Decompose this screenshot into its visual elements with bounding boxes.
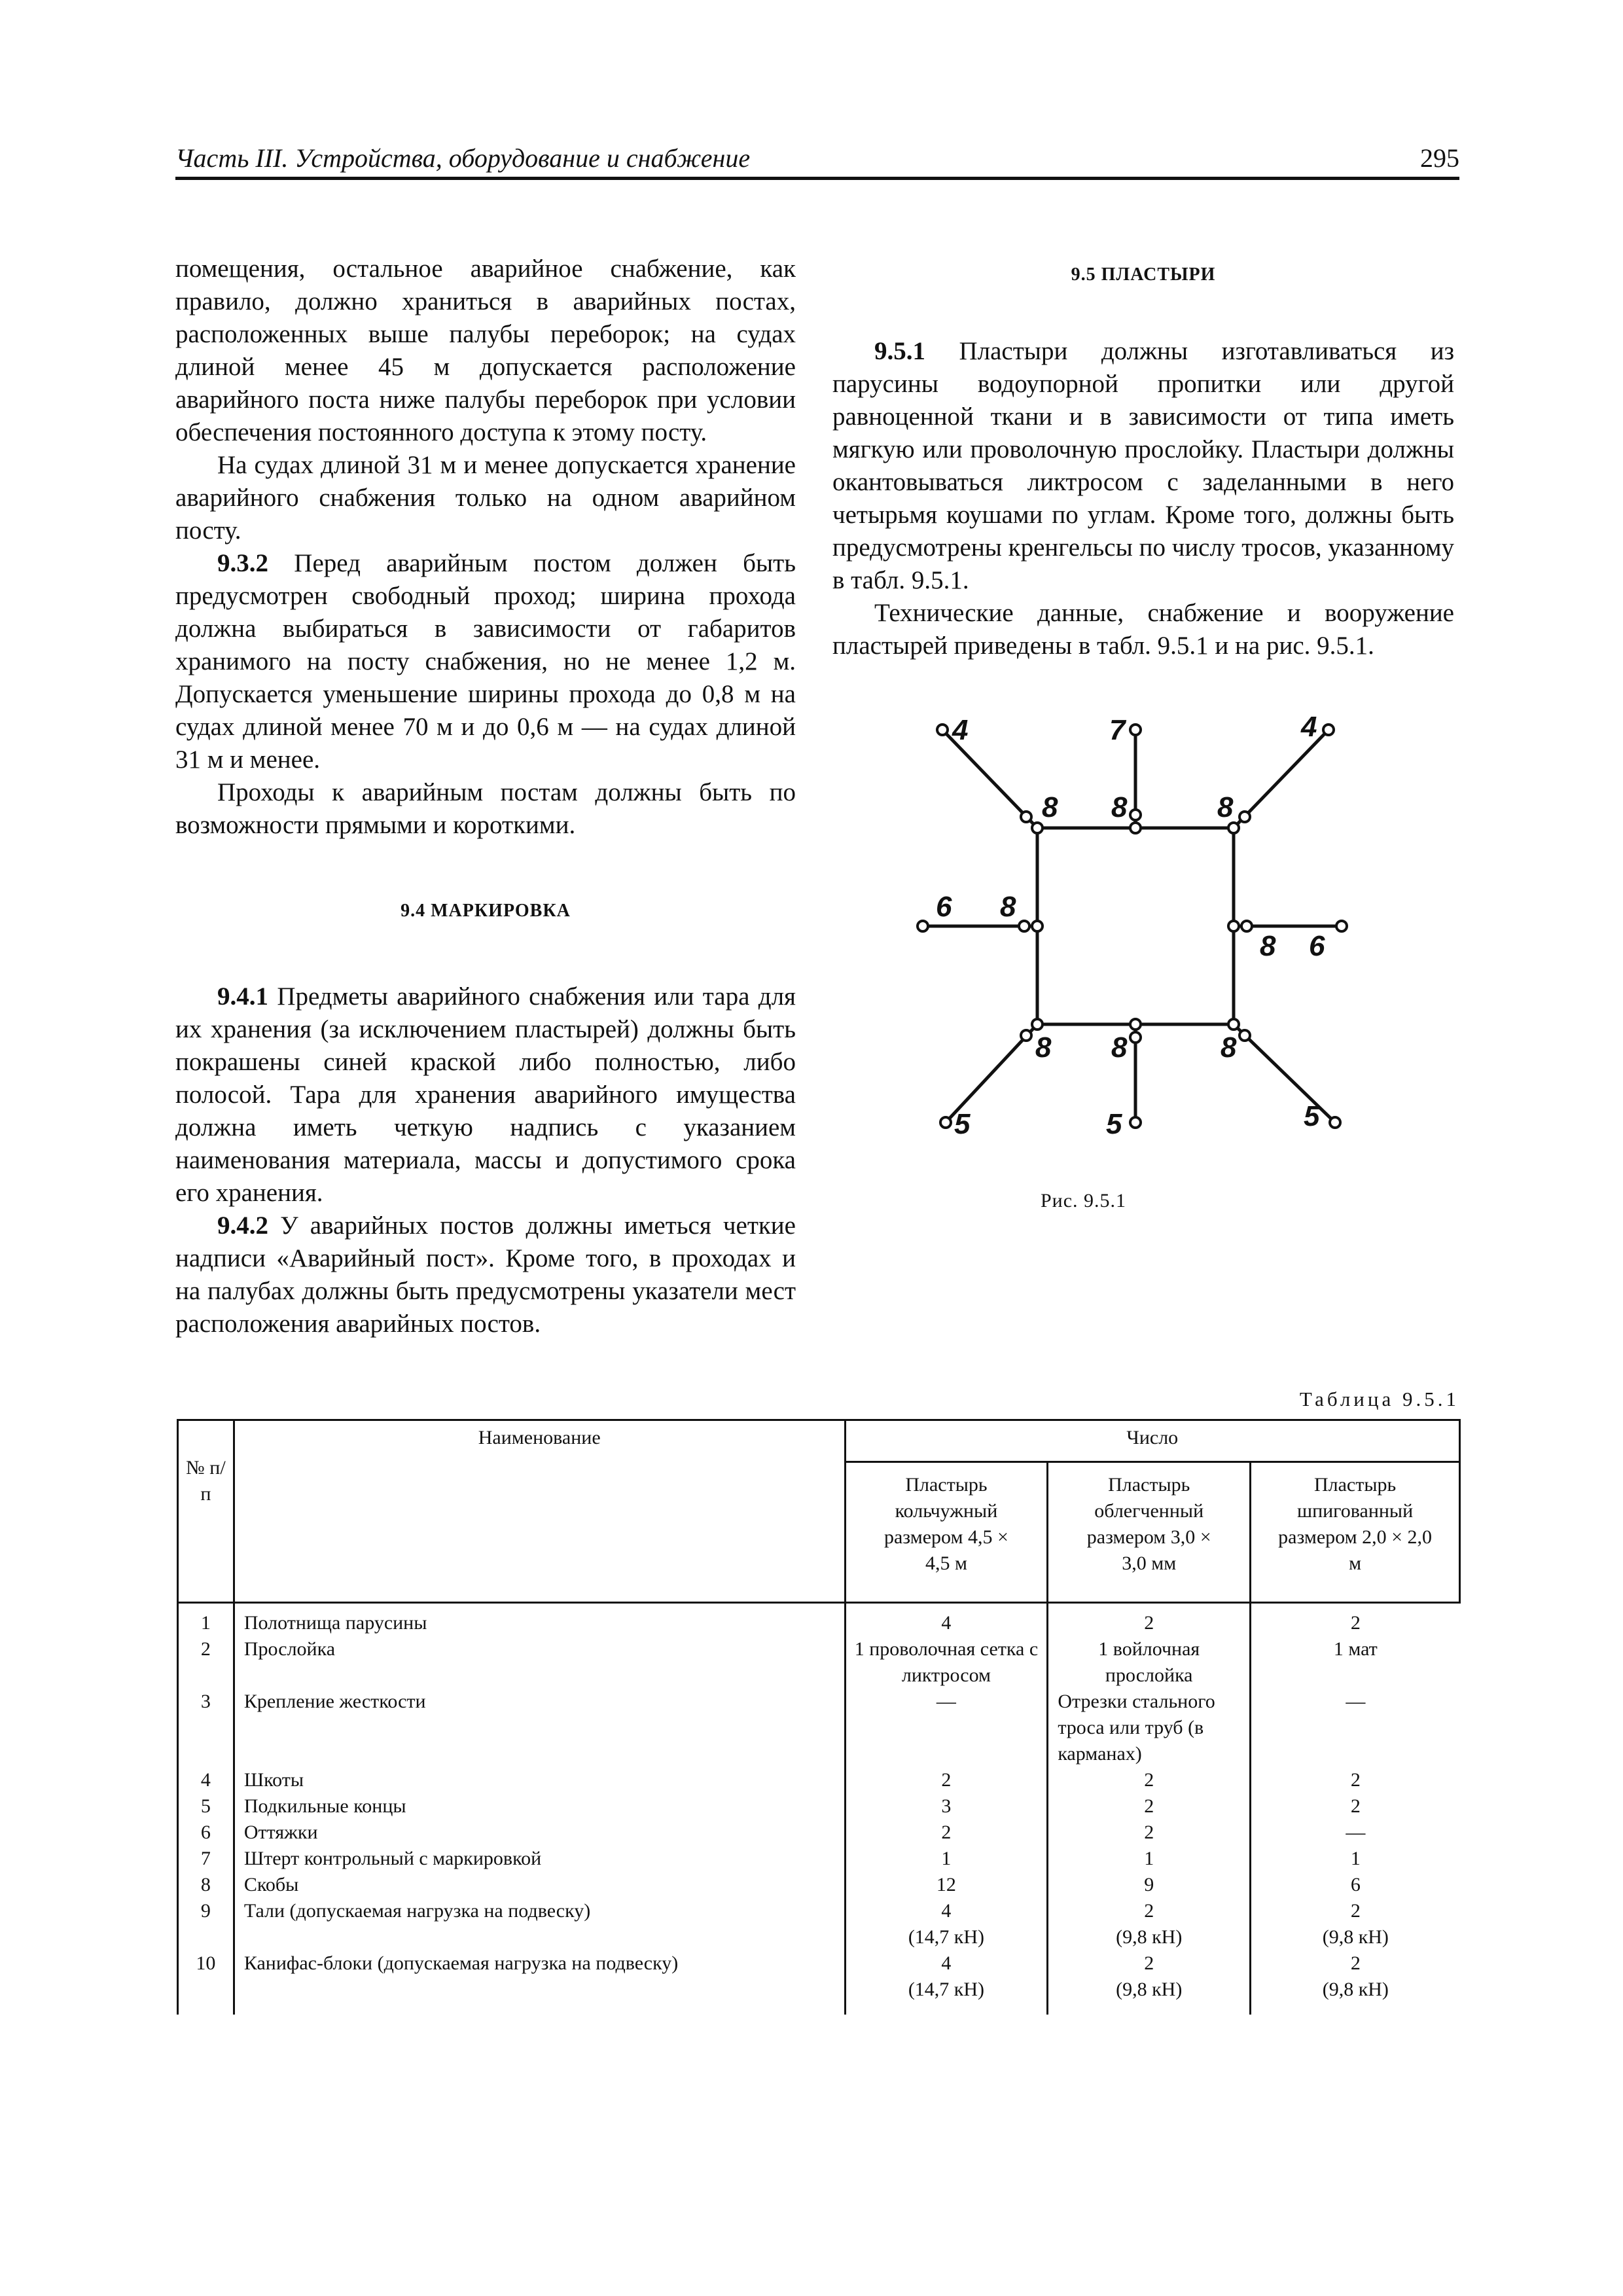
table-9-5-1 <box>177 1419 1461 2015</box>
shackle <box>1130 1019 1141 1030</box>
row-v2: 2 <box>1048 1603 1251 1637</box>
shackle <box>1240 1030 1250 1041</box>
value-note: (9,8 кН) <box>1322 1979 1389 2000</box>
shackle <box>1240 812 1250 822</box>
row-num: 5 <box>178 1793 234 1820</box>
patch-outline <box>1037 828 1234 1024</box>
thimble <box>940 1117 951 1128</box>
thimble <box>937 725 948 735</box>
clause-number: 9.4.2 <box>217 1211 268 1240</box>
row-num: 4 <box>178 1767 234 1793</box>
paragraph-941 <box>175 980 796 1210</box>
row-v3: 1 мат <box>1251 1636 1460 1689</box>
value: 4 <box>941 1952 952 1974</box>
row-v3 <box>1251 1898 1460 1950</box>
row-v2: 1 войлочная прослойка <box>1048 1636 1251 1689</box>
paragraph: помещения, остальное аварийное снабжение, как правило, должно храниться в аварийных постах, расположенных выше палубы переборок; на судах длиной менее 45 м допускается расположение аварийного поста ниже палубы переборок при условии обеспечения постоянного доступа к этому посту. <box>175 255 796 446</box>
value-note: (14,7 кН) <box>908 1979 985 2000</box>
row-name: Подкильные концы <box>234 1793 845 1820</box>
clause-number: 9.3.2 <box>217 549 268 577</box>
row-v1: 1 проволочная сетка с ликтросом <box>845 1636 1048 1689</box>
table-row <box>178 1846 1460 1872</box>
row-num: 1 <box>178 1603 234 1637</box>
fig-label-8: 8 <box>1217 791 1234 823</box>
row-name: Крепление жесткости <box>234 1689 845 1767</box>
shackle <box>1228 823 1239 833</box>
shackle <box>1228 921 1239 931</box>
row-num: 7 <box>178 1846 234 1872</box>
clause-text: Пластыри должны изготавливаться из парусины водоупорной пропитки или другой равноценной ткани и в зависимости от типа иметь мягкую или проволочную прослойку. Пластыри должны окантовываться ликтросом с заделанными в него четырьмя коушами по углам. Кроме того, должны быть предусмотрены кренгельсы по числу тросов, указанному в табл. 9.5.1. <box>832 337 1454 594</box>
table-row <box>178 1898 1460 1950</box>
row-v1: 2 <box>845 1820 1048 1846</box>
header-col3: Пластырь шпигованный размером 2,0 × 2,0 м <box>1251 1462 1460 1603</box>
row-num: 2 <box>178 1636 234 1689</box>
thimble <box>1323 725 1334 735</box>
row-v3: 2 <box>1251 1603 1460 1637</box>
fig-label-8: 8 <box>1260 930 1276 962</box>
row-name: Оттяжки <box>234 1820 845 1846</box>
table-row <box>178 1636 1460 1689</box>
shackle <box>1032 1019 1043 1030</box>
fig-label-5: 5 <box>1304 1100 1320 1132</box>
page-number: 295 <box>1420 143 1459 173</box>
clause-text: Перед аварийным постом должен быть предусмотрен свободный проход; ширина прохода должна выбираться в зависимости от габаритов хранимого на посту снабжения, но не менее 1,2 м. Допускается уменьшение ширины прохода до 0,8 м на судах длиной менее 70 м и до 0,6 м — на судах длиной 31 м и менее. <box>175 549 796 774</box>
row-num: 10 <box>178 1950 234 2015</box>
fig-label-5: 5 <box>954 1108 971 1140</box>
header-col1: Пластырь кольчужный размером 4,5 × 4,5 м <box>845 1462 1048 1603</box>
row-v1 <box>845 1898 1048 1950</box>
shackle <box>1021 812 1031 822</box>
paragraph: На судах длиной 31 м и менее допускается хранение аварийного снабжения только на одном аварийном посту. <box>175 451 796 545</box>
left-column <box>175 253 796 1340</box>
row-v1: 4 <box>845 1603 1048 1637</box>
row-v2: Отрезки стального троса или труб (в карманах) <box>1048 1689 1251 1767</box>
row-v2: 1 <box>1048 1846 1251 1872</box>
paragraph-932 <box>175 547 796 776</box>
row-name: Штерт контрольный с маркировкой <box>234 1846 845 1872</box>
thimble <box>918 921 928 931</box>
thimble <box>1336 921 1347 931</box>
shackle <box>1032 823 1043 833</box>
header-count: Число <box>845 1420 1459 1462</box>
row-v1: 1 <box>845 1846 1048 1872</box>
fig-label-7: 7 <box>1109 714 1126 746</box>
row-v3 <box>1251 1950 1460 2015</box>
value-note: (9,8 кН) <box>1116 1926 1183 1948</box>
table-header-row-1 <box>178 1420 1460 1462</box>
fig-label-8: 8 <box>1000 891 1016 923</box>
value-note: (9,8 кН) <box>1116 1979 1183 2000</box>
section-title-9-4: 9.4 МАРКИРОВКА <box>401 901 571 921</box>
value: 2 <box>1144 1952 1154 1974</box>
fig-label-8: 8 <box>1111 791 1128 823</box>
row-num: 6 <box>178 1820 234 1846</box>
value: 4 <box>941 1900 952 1922</box>
row-v1: — <box>845 1689 1048 1767</box>
thimble <box>1130 1117 1141 1128</box>
row-v3: 1 <box>1251 1846 1460 1872</box>
row-name: Канифас-блоки (допускаемая нагрузка на подвеску) <box>234 1950 845 2015</box>
row-v1: 2 <box>845 1767 1048 1793</box>
shackle <box>1241 921 1252 931</box>
value-note: (14,7 кН) <box>908 1926 985 1948</box>
right-column <box>832 262 1454 662</box>
shackle <box>1021 1030 1031 1041</box>
table-label: Таблица 9.5.1 <box>1299 1388 1459 1410</box>
row-v3: 2 <box>1251 1793 1460 1820</box>
row-v2 <box>1048 1950 1251 2015</box>
thimble <box>1130 725 1141 735</box>
row-name: Полотнища парусины <box>234 1603 845 1637</box>
row-num: 9 <box>178 1898 234 1950</box>
table-row <box>178 1603 1460 1637</box>
table-row <box>178 1689 1460 1767</box>
clause-number: 9.4.1 <box>217 982 268 1011</box>
row-num: 3 <box>178 1689 234 1767</box>
table-row <box>178 1950 1460 2015</box>
row-v1: 3 <box>845 1793 1048 1820</box>
fig-label-6: 6 <box>1309 930 1325 962</box>
thimble <box>1330 1117 1340 1128</box>
clause-number: 9.5.1 <box>874 337 925 365</box>
shackle <box>1228 1019 1239 1030</box>
shackle <box>1130 1032 1141 1043</box>
running-header <box>175 143 1459 180</box>
figure-caption: Рис. 9.5.1 <box>1041 1190 1127 1211</box>
row-v2: 2 <box>1048 1820 1251 1846</box>
fig-label-8: 8 <box>1035 1031 1052 1064</box>
row-name: Шкоты <box>234 1767 845 1793</box>
header-name: Наименование <box>234 1420 845 1603</box>
clause-text: У аварийных постов должны иметься четкие надписи «Аварийный пост». Кроме того, в проходах и на палубах должны быть предусмотрены указатели мест расположения аварийных постов. <box>175 1211 796 1338</box>
paragraph: Технические данные, снабжение и вооружение пластырей приведены в табл. 9.5.1 и на рис. 9.5.1. <box>832 599 1454 660</box>
shackle <box>1130 810 1141 820</box>
row-name: Скобы <box>234 1872 845 1898</box>
shackle <box>1019 921 1029 931</box>
section-title-9-5: 9.5 ПЛАСТЫРИ <box>1071 264 1216 285</box>
value: 2 <box>1350 1900 1361 1922</box>
fig-label-6: 6 <box>936 891 952 923</box>
figure-9-5-1 <box>890 700 1361 1145</box>
fig-label-8: 8 <box>1111 1031 1128 1064</box>
fig-label-8: 8 <box>1042 791 1058 823</box>
row-num: 8 <box>178 1872 234 1898</box>
row-v3: — <box>1251 1820 1460 1846</box>
row-v2: 2 <box>1048 1793 1251 1820</box>
clause-text: Предметы аварийного снабжения или тара для их хранения (за исключением пластырей) должны быть покрашены синей краской либо полностью, либо полосой. Тара для хранения аварийного имущества должна иметь четкую надпись с указанием наименования материала, массы и допустимого срока его хранения. <box>175 982 796 1207</box>
row-v2 <box>1048 1898 1251 1950</box>
row-v2: 9 <box>1048 1872 1251 1898</box>
header-num: № п/п <box>178 1420 234 1603</box>
paragraph-951 <box>832 335 1454 597</box>
value: 2 <box>1144 1900 1154 1922</box>
fig-label-8: 8 <box>1221 1031 1237 1064</box>
shackle <box>1032 921 1043 931</box>
header-title: Часть III. Устройства, оборудование и снабжение <box>175 143 751 173</box>
fig-label-5: 5 <box>1106 1108 1122 1140</box>
table-row <box>178 1820 1460 1846</box>
row-v3: 6 <box>1251 1872 1460 1898</box>
header-col2: Пластырь облегченный размером 3,0 × 3,0 мм <box>1048 1462 1251 1603</box>
row-name: Прослойка <box>234 1636 845 1689</box>
fig-label-4: 4 <box>1301 711 1317 743</box>
row-v1 <box>845 1950 1048 2015</box>
paragraph: Проходы к аварийным постам должны быть по возможности прямыми и короткими. <box>175 778 796 839</box>
row-v3: 2 <box>1251 1767 1460 1793</box>
row-v2: 2 <box>1048 1767 1251 1793</box>
table-row <box>178 1767 1460 1793</box>
row-v1: 12 <box>845 1872 1048 1898</box>
fig-label-4: 4 <box>952 714 969 746</box>
value-note: (9,8 кН) <box>1322 1926 1389 1948</box>
value: 2 <box>1350 1952 1361 1974</box>
row-name: Тали (допускаемая нагрузка на подвеску) <box>234 1898 845 1950</box>
table-row <box>178 1872 1460 1898</box>
shackle <box>1130 823 1141 833</box>
table-row <box>178 1793 1460 1820</box>
paragraph-942 <box>175 1210 796 1340</box>
row-v3: — <box>1251 1689 1460 1767</box>
